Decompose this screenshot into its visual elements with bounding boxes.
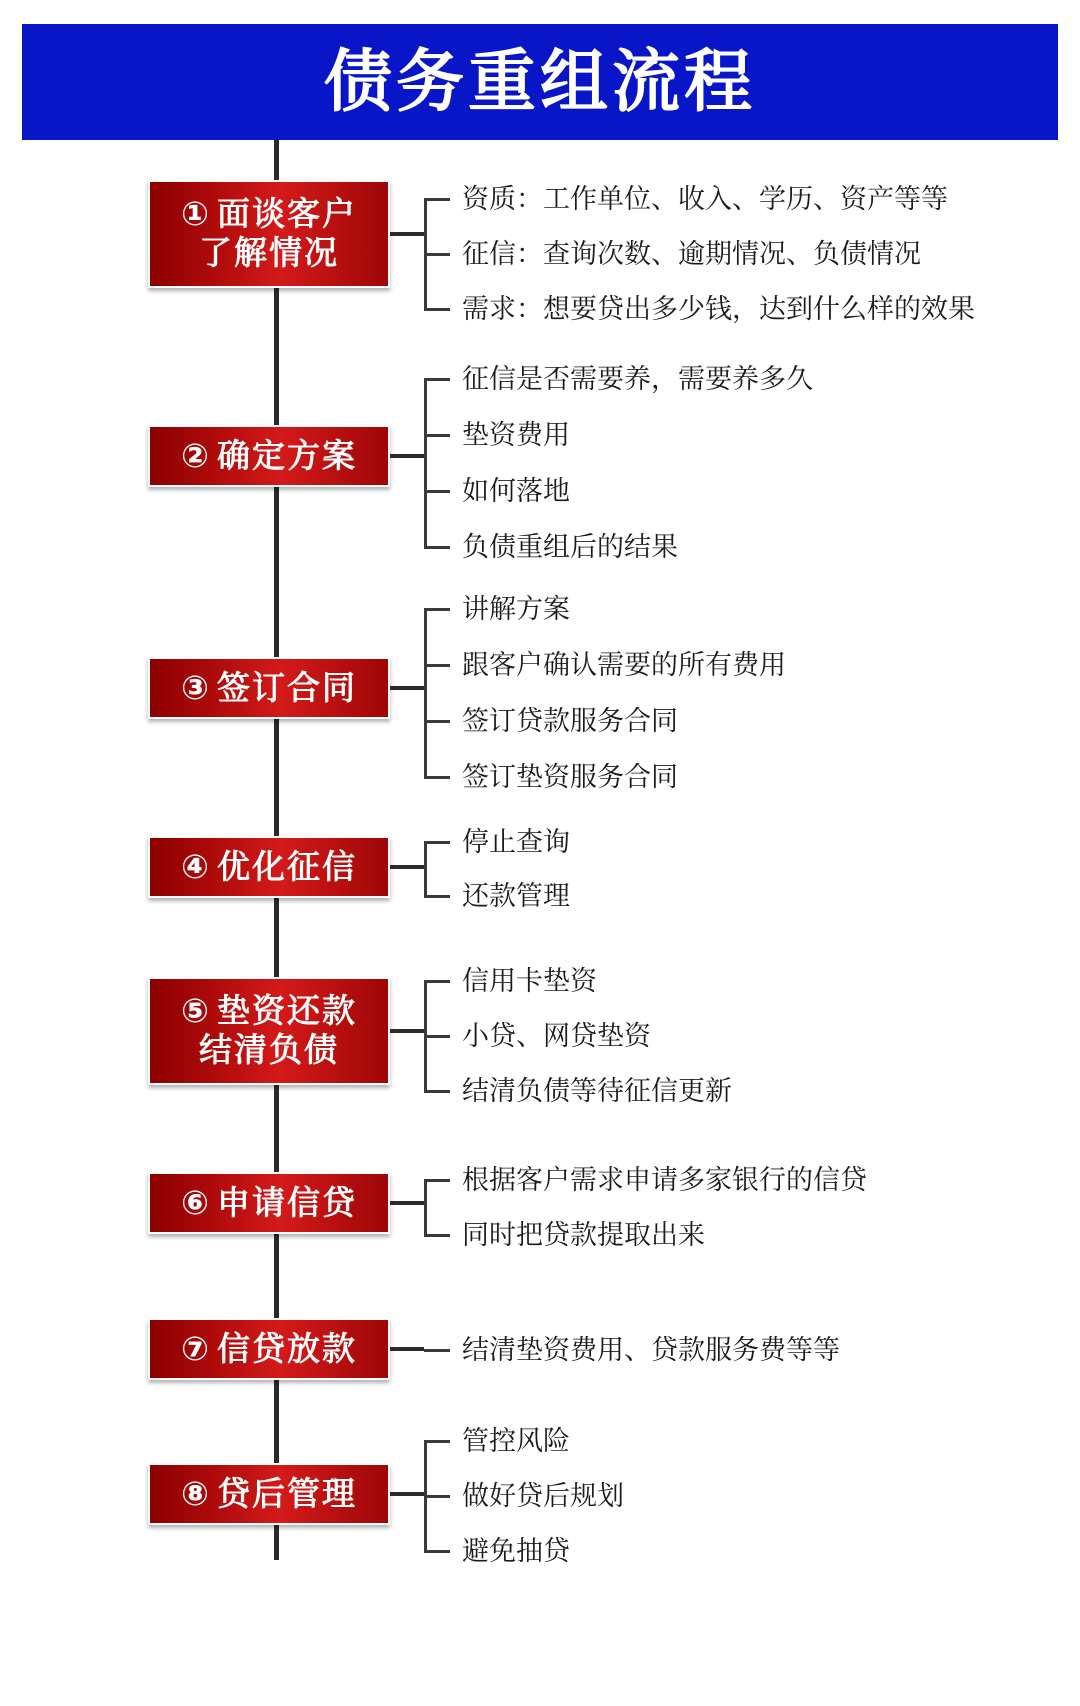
- detail-text: 结清垫资费用、贷款服务费等等: [462, 1335, 840, 1365]
- detail-bracket: [424, 1180, 427, 1235]
- step-label-text: 面谈客户: [216, 195, 357, 233]
- detail-text: 避免抽贷: [462, 1536, 570, 1566]
- step-box-7[interactable]: [148, 1318, 390, 1380]
- step-connector: [390, 865, 424, 869]
- detail-connector: [424, 434, 450, 437]
- detail-connector: [424, 1035, 450, 1038]
- detail-text: 管控风险: [462, 1426, 570, 1456]
- step-label-line: [181, 1330, 357, 1369]
- step-label-text: 垫资还款: [216, 992, 357, 1030]
- detail-connector: [424, 253, 450, 256]
- step-label-line: 了解情况: [199, 234, 339, 271]
- step-label-line: [181, 195, 357, 234]
- step-connector: [390, 232, 424, 236]
- detail-text: 征信是否需要养，需要养多久: [462, 364, 813, 394]
- detail-connector: [424, 608, 450, 611]
- step-box-6[interactable]: [148, 1172, 390, 1234]
- detail-text: 征信：查询次数、逾期情况、负债情况: [462, 239, 921, 269]
- detail-bracket: [424, 609, 427, 777]
- detail-connector: [424, 980, 450, 983]
- page-title: 债务重组流程: [323, 44, 756, 120]
- step-label-line: [181, 848, 357, 887]
- detail-connector: [424, 1349, 450, 1352]
- detail-text: 资质：工作单位、收入、学历、资产等等: [462, 184, 948, 214]
- detail-connector: [424, 1495, 450, 1498]
- detail-text: 负债重组后的结果: [462, 532, 678, 562]
- step-label-line: [181, 437, 357, 476]
- step-label-line: [181, 669, 357, 708]
- detail-text: 签订垫资服务合同: [462, 762, 678, 792]
- detail-text: 需求：想要贷出多少钱，达到什么样的效果: [462, 294, 975, 324]
- step-connector: [390, 1029, 424, 1033]
- detail-text: 签订贷款服务合同: [462, 706, 678, 736]
- step-connector: [390, 1201, 424, 1205]
- step-box-5[interactable]: [148, 977, 390, 1085]
- step-box-1[interactable]: [148, 180, 390, 288]
- step-number: ⑤: [181, 992, 211, 1030]
- detail-text: 停止查询: [462, 827, 570, 857]
- step-number: ②: [181, 436, 211, 474]
- detail-text: 如何落地: [462, 476, 570, 506]
- detail-connector: [424, 720, 450, 723]
- detail-bracket: [424, 379, 427, 547]
- detail-connector: [424, 1090, 450, 1093]
- step-label-text: 签订合同: [216, 668, 357, 706]
- detail-text: 结清负债等待征信更新: [462, 1076, 732, 1106]
- step-connector: [390, 686, 424, 690]
- step-number: ①: [181, 195, 211, 233]
- step-box-3[interactable]: [148, 657, 390, 719]
- detail-text: 小贷、网贷垫资: [462, 1021, 651, 1051]
- detail-bracket: [424, 842, 427, 896]
- diagram-title-banner: [22, 24, 1058, 140]
- step-number: ⑥: [181, 1183, 211, 1221]
- step-number: ④: [181, 847, 211, 885]
- detail-connector: [424, 895, 450, 898]
- detail-text: 根据客户需求申请多家银行的信贷: [462, 1165, 867, 1195]
- detail-connector: [424, 1234, 450, 1237]
- detail-connector: [424, 1550, 450, 1553]
- detail-connector: [424, 841, 450, 844]
- detail-connector: [424, 776, 450, 779]
- detail-text: 还款管理: [462, 881, 570, 911]
- detail-text: 垫资费用: [462, 420, 570, 450]
- detail-connector: [424, 490, 450, 493]
- step-box-4[interactable]: [148, 836, 390, 898]
- detail-connector: [424, 546, 450, 549]
- step-box-8[interactable]: [148, 1463, 390, 1525]
- detail-text: 同时把贷款提取出来: [462, 1220, 705, 1250]
- detail-text: 讲解方案: [462, 594, 570, 624]
- step-connector: [390, 1492, 424, 1496]
- step-connector: [390, 454, 424, 458]
- step-label-text: 贷后管理: [216, 1474, 357, 1512]
- step-number: ⑦: [181, 1329, 211, 1367]
- detail-connector: [424, 308, 450, 311]
- detail-text: 做好贷后规划: [462, 1481, 624, 1511]
- detail-connector: [424, 198, 450, 201]
- step-label-line: [181, 992, 357, 1031]
- detail-text: 跟客户确认需要的所有费用: [462, 650, 786, 680]
- step-label-line: [181, 1184, 357, 1223]
- step-connector: [390, 1347, 424, 1351]
- step-label-line: 结清负债: [199, 1031, 339, 1068]
- detail-connector: [424, 378, 450, 381]
- detail-text: 信用卡垫资: [462, 966, 597, 996]
- step-number: ③: [181, 668, 211, 706]
- step-label-text: 确定方案: [216, 436, 357, 474]
- step-number: ⑧: [181, 1474, 211, 1512]
- step-label-line: [181, 1475, 357, 1514]
- step-label-text: 信贷放款: [216, 1329, 357, 1367]
- step-label-text: 申请信贷: [216, 1183, 357, 1221]
- detail-connector: [424, 664, 450, 667]
- detail-connector: [424, 1440, 450, 1443]
- step-box-2[interactable]: [148, 425, 390, 487]
- detail-connector: [424, 1179, 450, 1182]
- step-label-text: 优化征信: [216, 847, 357, 885]
